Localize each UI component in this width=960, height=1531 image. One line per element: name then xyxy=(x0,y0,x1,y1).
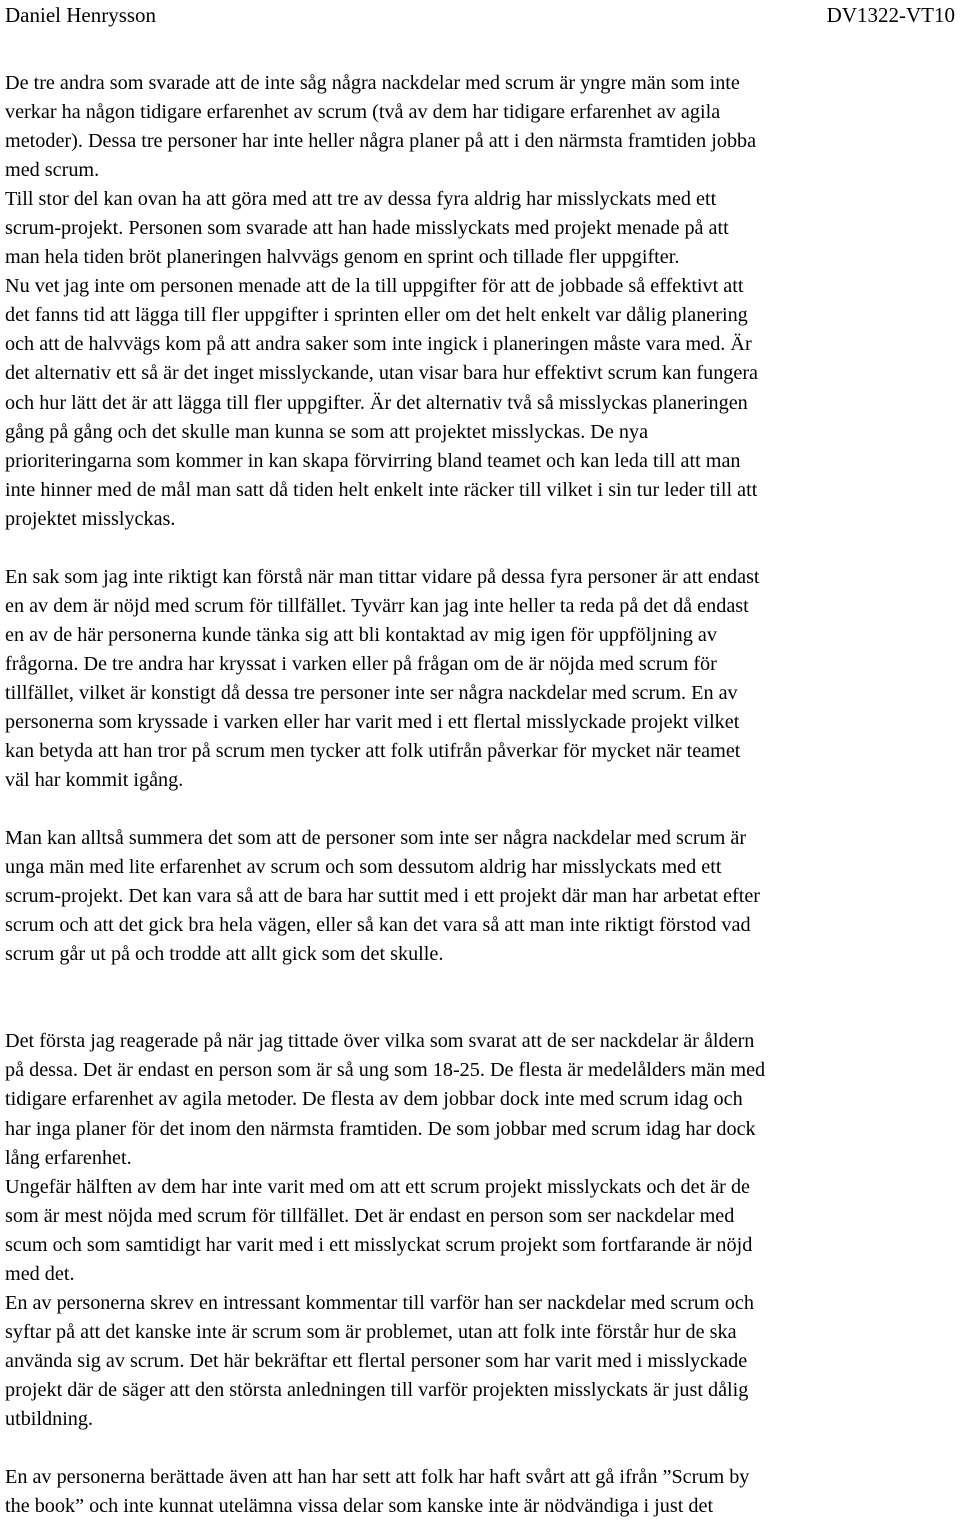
paragraph-spacer xyxy=(5,795,957,824)
header-course-code: DV1322-VT10 xyxy=(826,3,955,27)
section-spacer xyxy=(5,969,957,1027)
paragraph-spacer xyxy=(5,1434,957,1463)
document-body xyxy=(5,69,957,1521)
paragraph-satisfaction: En sak som jag inte riktigt kan förstå när man tittar vidare på dessa fyra personer är att endast en av dem är nöjd med scrum för tillfället. Tyvärr kan jag inte heller ta reda på det då endast en av de här personerna kunde tänka sig att bli kontaktad av mig igen för uppföljning av frågorna. De tre andra har kryssat i varken eller på frågan om de är nöjda med scrum för tillfället, vilket är konstigt då dessa tre personer inte ser några nackdelar med scrum. En av personerna som kryssade i varken eller har varit med i ett flertal misslyckade projekt vilket kan betyda att han tror på scrum men tycker att folk utifrån påverkar för mycket när teamet väl har kommit igång. xyxy=(5,565,760,792)
paragraph-scrum-by-the-book: En av personerna berättade även att han har sett att folk har haft svårt att gå ifrån ”Scrum by the book” och inte kunnat utelämna vissa delar som kanske inte är nödvändiga i just det xyxy=(5,1466,750,1518)
paragraph-summary: Man kan alltså summera det som att de personer som inte ser några nackdelar med scrum är unga män med lite erfarenhet av scrum och som dessutom aldrig har misslyckats med ett scrum-projekt. Det kan vara så att de bara har suttit med i ett projekt där man har arbetat efter scrum och att det gick bra hela vägen, eller så kan det vara så att man inte riktigt förstod vad scrum går ut på och trodde att allt gick som det skulle. xyxy=(5,827,761,966)
header-author: Daniel Henrysson xyxy=(5,3,157,27)
paragraph-spacer xyxy=(5,534,957,563)
paragraph-no-disadvantages: De tre andra som svarade att de inte såg några nackdelar med scrum är yngre män som inte verkar ha någon tidigare erfarenhet av scrum (två av dem har tidigare erfarenhet av agila metoder). Dessa tre personer har inte heller några planer på att i den närmsta framtiden jobba med scrum. Till stor del kan ovan ha att göra med att tre av dessa fyra aldrig har misslyckats med ett scrum-projekt. Personen som svarade att han hade misslyckats med projekt menade på att man hela tiden bröt planeringen halvvägs genom en sprint och tillade fler uppgifter. Nu vet jag inte om personen menade att de la till uppgifter för att de jobbade så effektivt att det fanns tid att lägga till fler uppgifter i sprinten eller om det helt enkelt var dålig planering och att de halvvägs kom på att andra saker som inte ingick i planeringen måste vara med. Är det alternativ ett så är det inget misslyckande, utan visar bara hur effektivt scrum kan fungera och hur lätt det är att lägga till fler uppgifter. Är det alternativ två så misslyckas planeringen gång på gång och det skulle man kunna se som att projektet misslyckas. De nya prioriteringarna som kommer in kan skapa förvirring bland teamet och kan leda till att man inte hinner med de mål man satt då tiden helt enkelt inte räcker till vilket i sin tur leder till att projektet misslyckas. xyxy=(5,72,759,530)
paragraph-disadvantages: Det första jag reagerade på när jag tittade över vilka som svarat att de ser nackdelar är åldern på dessa. Det är endast en person som är så ung som 18-25. De flesta är medelålders män med tidigare erfarenhet av agila metoder. De flesta av dem jobbar dock inte med scrum idag och har inga planer för det inom den närmsta framtiden. De som jobbar med scrum idag har dock lång erfarenhet. Ungefär hälften av dem har inte varit med om att ett scrum projekt misslyckats och det är de som är mest nöjda med scrum för tillfället. Det är endast en person som ser nackdelar med scum och som samtidigt har varit med i ett misslyckat scrum projekt som fortfarande är nöjd med det. En av personerna skrev en intressant kommentar till varför han ser nackdelar med scrum och syftar på att det kanske inte är scrum som är problemet, utan att folk inte förstår hur de ska använda sig av scrum. Det här bekräftar ett flertal personer som har varit med i misslyckade projekt där de säger att den största anledningen till varför projekten misslyckats är just dålig utbildning. xyxy=(5,1030,766,1430)
page-header xyxy=(5,2,955,28)
